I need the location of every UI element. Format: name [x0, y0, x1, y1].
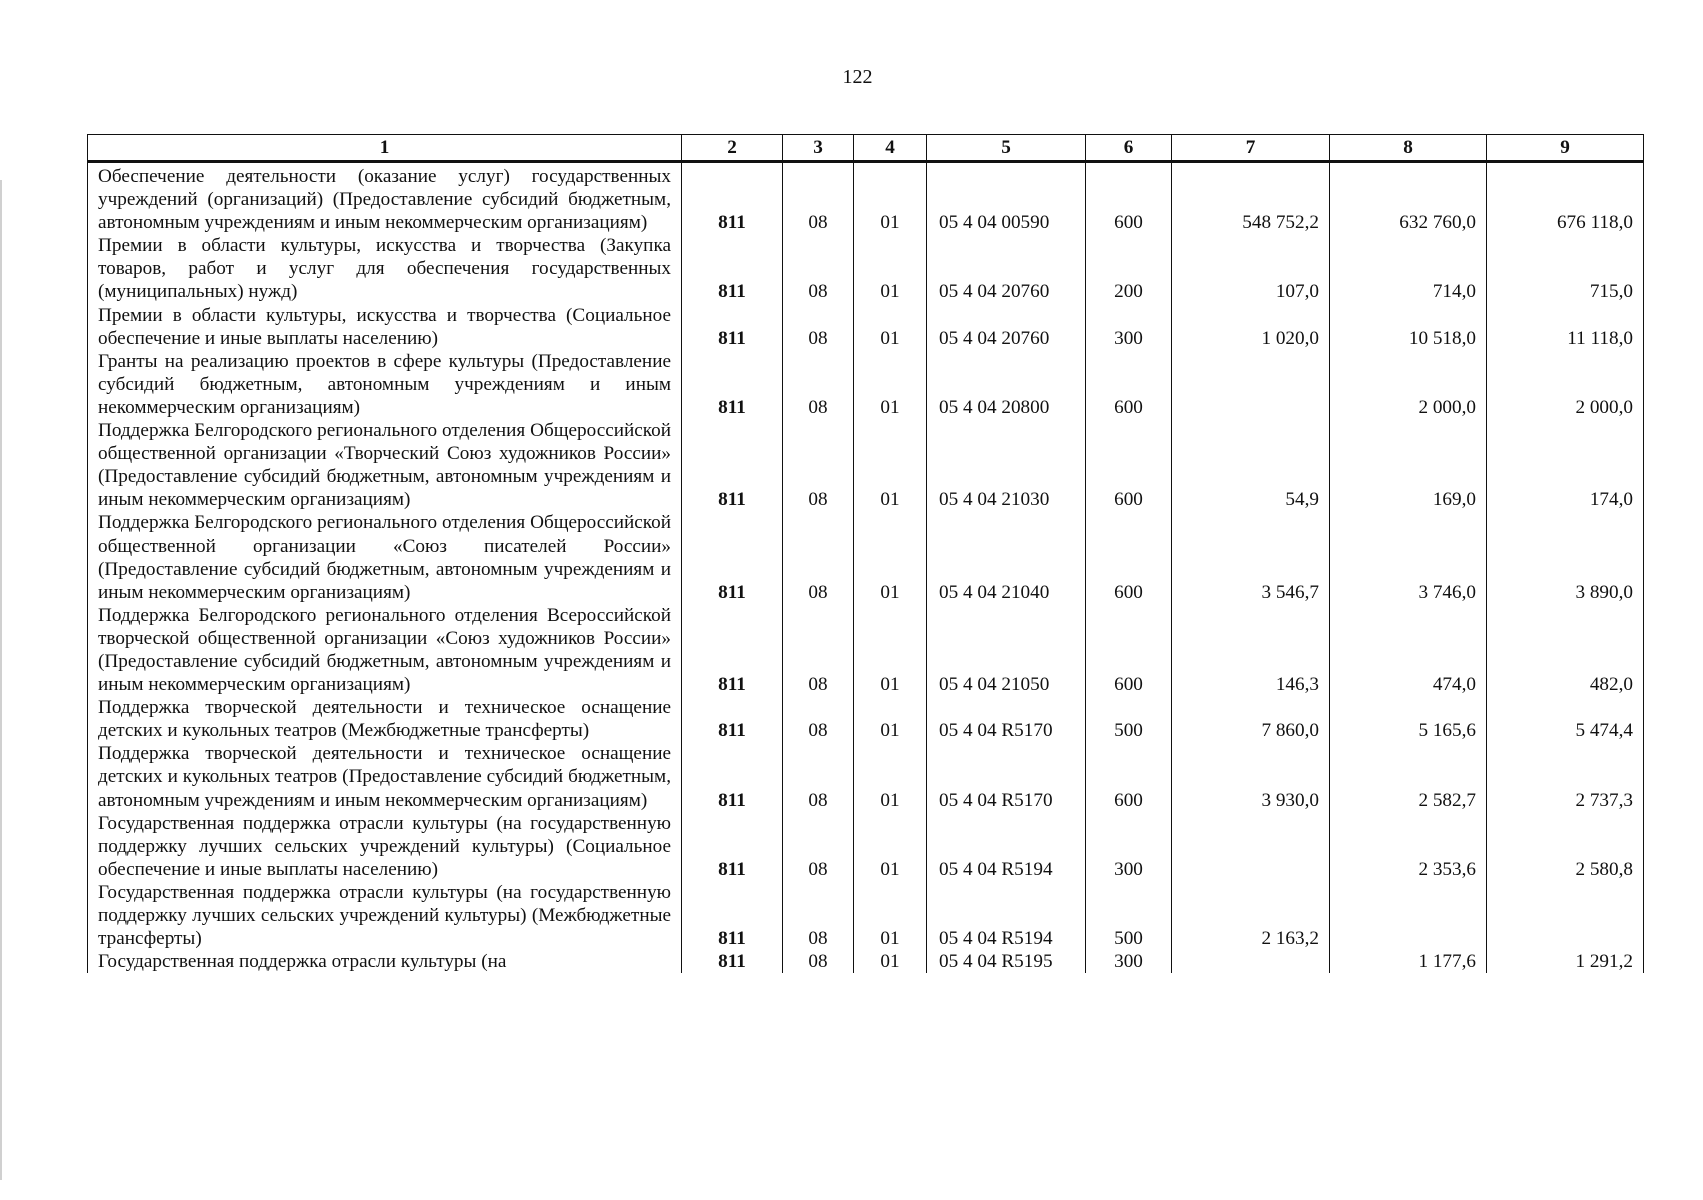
- row-subsection-cell: 01: [854, 419, 927, 511]
- row-amount-col8-cell: 2 582,7: [1330, 742, 1487, 811]
- row-amount-col8-cell: 2 353,6: [1330, 812, 1487, 881]
- row-amount-col7-cell: [1172, 812, 1330, 881]
- row-amount-col8-cell: 5 165,6: [1330, 696, 1487, 742]
- row-amount-col8-cell: 474,0: [1330, 604, 1487, 696]
- row-subsection-cell: 01: [854, 881, 927, 950]
- row-amount-col9-cell: 715,0: [1487, 234, 1644, 303]
- row-target-article-cell: 05 4 04 21040: [927, 511, 1086, 603]
- row-name-cell: Поддержка Белгородского регионального отделения Всероссийской творческой общественной организации «Союз художников России» (Предоставление субсидий бюджетным, автономным учреждениям и иным некоммерческим организациям): [88, 604, 682, 696]
- row-target-article-cell: 05 4 04 20760: [927, 304, 1086, 350]
- row-subsection-cell: 01: [854, 604, 927, 696]
- column-header: 3: [783, 135, 854, 162]
- row-section-cell: 08: [783, 304, 854, 350]
- row-target-article-cell: 05 4 04 R5170: [927, 696, 1086, 742]
- row-name-cell: Государственная поддержка отрасли культуры (на государственную поддержку лучших сельских учреждений культуры) (Межбюджетные трансферты): [88, 881, 682, 950]
- row-expense-type-cell: 600: [1086, 742, 1172, 811]
- row-name-cell: Поддержка Белгородского регионального отделения Общероссийской общественной организации «Союз писателей России» (Предоставление субсидий бюджетным, автономным учреждениям и иным некоммерческим организациям): [88, 511, 682, 603]
- row-grbs-cell: 811: [682, 950, 783, 973]
- row-expense-type-cell: 600: [1086, 350, 1172, 419]
- table-row: [88, 812, 1644, 881]
- row-section-cell: 08: [783, 742, 854, 811]
- row-target-article-cell: 05 4 04 R5194: [927, 881, 1086, 950]
- row-section-cell: 08: [783, 162, 854, 235]
- row-target-article-cell: 05 4 04 00590: [927, 162, 1086, 235]
- row-amount-col8-cell: 632 760,0: [1330, 162, 1487, 235]
- row-amount-col9-cell: 174,0: [1487, 419, 1644, 511]
- row-subsection-cell: 01: [854, 234, 927, 303]
- row-expense-type-cell: 600: [1086, 511, 1172, 603]
- row-name-cell: Государственная поддержка отрасли культуры (на государственную поддержку лучших сельских учреждений культуры) (Социальное обеспечение и иные выплаты населению): [88, 812, 682, 881]
- row-section-cell: 08: [783, 950, 854, 973]
- row-amount-col7-cell: 3 546,7: [1172, 511, 1330, 603]
- column-header: 2: [682, 135, 783, 162]
- sheet-edge: [0, 180, 2, 1180]
- budget-table: [87, 134, 1644, 973]
- page-number: 122: [842, 66, 873, 88]
- row-expense-type-cell: 300: [1086, 812, 1172, 881]
- row-amount-col8-cell: [1330, 881, 1487, 950]
- row-section-cell: 08: [783, 812, 854, 881]
- column-header: 7: [1172, 135, 1330, 162]
- row-amount-col7-cell: [1172, 350, 1330, 419]
- row-amount-col9-cell: [1487, 881, 1644, 950]
- row-section-cell: 08: [783, 234, 854, 303]
- row-grbs-cell: 811: [682, 742, 783, 811]
- row-section-cell: 08: [783, 350, 854, 419]
- row-subsection-cell: 01: [854, 950, 927, 973]
- row-expense-type-cell: 300: [1086, 304, 1172, 350]
- column-header: 5: [927, 135, 1086, 162]
- row-amount-col8-cell: 3 746,0: [1330, 511, 1487, 603]
- table-row: [88, 304, 1644, 350]
- row-amount-col7-cell: 107,0: [1172, 234, 1330, 303]
- row-name-cell: Поддержка творческой деятельности и техническое оснащение детских и кукольных театров (Предоставление субсидий бюджетным, автономным учреждениям и иным некоммерческим организациям): [88, 742, 682, 811]
- row-section-cell: 08: [783, 511, 854, 603]
- row-amount-col8-cell: 10 518,0: [1330, 304, 1487, 350]
- row-grbs-cell: 811: [682, 604, 783, 696]
- row-grbs-cell: 811: [682, 511, 783, 603]
- row-name-cell: Гранты на реализацию проектов в сфере культуры (Предоставление субсидий бюджетным, автономным учреждениям и иным некоммерческим организациям): [88, 350, 682, 419]
- row-amount-col7-cell: 2 163,2: [1172, 881, 1330, 950]
- row-amount-col9-cell: 2 737,3: [1487, 742, 1644, 811]
- row-amount-col8-cell: 169,0: [1330, 419, 1487, 511]
- table-row: [88, 604, 1644, 696]
- row-grbs-cell: 811: [682, 304, 783, 350]
- row-target-article-cell: 05 4 04 20800: [927, 350, 1086, 419]
- row-name-cell: Обеспечение деятельности (оказание услуг) государственных учреждений (организаций) (Предоставление субсидий бюджетным, автономным учреждениям и иным некоммерческим организациям): [88, 162, 682, 235]
- column-header: 8: [1330, 135, 1487, 162]
- row-amount-col7-cell: [1172, 950, 1330, 973]
- column-header: 1: [88, 135, 682, 162]
- row-subsection-cell: 01: [854, 511, 927, 603]
- row-grbs-cell: 811: [682, 812, 783, 881]
- row-name-cell: Поддержка творческой деятельности и техническое оснащение детских и кукольных театров (Межбюджетные трансферты): [88, 696, 682, 742]
- row-amount-col9-cell: 1 291,2: [1487, 950, 1644, 973]
- row-target-article-cell: 05 4 04 R5194: [927, 812, 1086, 881]
- table-row: [88, 162, 1644, 235]
- row-amount-col7-cell: 548 752,2: [1172, 162, 1330, 235]
- row-section-cell: 08: [783, 604, 854, 696]
- table-row: [88, 742, 1644, 811]
- table-row: [88, 950, 1644, 973]
- table-row: [88, 881, 1644, 950]
- row-grbs-cell: 811: [682, 696, 783, 742]
- table-row: [88, 419, 1644, 511]
- row-name-cell: Государственная поддержка отрасли культуры (на: [88, 950, 682, 973]
- row-amount-col9-cell: 2 580,8: [1487, 812, 1644, 881]
- row-amount-col7-cell: 3 930,0: [1172, 742, 1330, 811]
- column-header: 6: [1086, 135, 1172, 162]
- row-subsection-cell: 01: [854, 304, 927, 350]
- table-header-row: [88, 135, 1644, 162]
- row-subsection-cell: 01: [854, 696, 927, 742]
- row-grbs-cell: 811: [682, 419, 783, 511]
- row-amount-col8-cell: 1 177,6: [1330, 950, 1487, 973]
- row-expense-type-cell: 500: [1086, 881, 1172, 950]
- row-name-cell: Премии в области культуры, искусства и творчества (Закупка товаров, работ и услуг для обеспечения государственных (муниципальных) нужд): [88, 234, 682, 303]
- row-amount-col7-cell: 7 860,0: [1172, 696, 1330, 742]
- row-amount-col7-cell: 1 020,0: [1172, 304, 1330, 350]
- row-amount-col9-cell: 676 118,0: [1487, 162, 1644, 235]
- row-subsection-cell: 01: [854, 350, 927, 419]
- table-row: [88, 511, 1644, 603]
- row-amount-col8-cell: 714,0: [1330, 234, 1487, 303]
- row-grbs-cell: 811: [682, 881, 783, 950]
- row-amount-col9-cell: 3 890,0: [1487, 511, 1644, 603]
- row-target-article-cell: 05 4 04 R5195: [927, 950, 1086, 973]
- row-grbs-cell: 811: [682, 162, 783, 235]
- row-subsection-cell: 01: [854, 742, 927, 811]
- row-target-article-cell: 05 4 04 21050: [927, 604, 1086, 696]
- table-row: [88, 696, 1644, 742]
- row-subsection-cell: 01: [854, 162, 927, 235]
- row-amount-col9-cell: 482,0: [1487, 604, 1644, 696]
- row-expense-type-cell: 300: [1086, 950, 1172, 973]
- row-section-cell: 08: [783, 881, 854, 950]
- row-amount-col9-cell: 11 118,0: [1487, 304, 1644, 350]
- row-amount-col7-cell: 54,9: [1172, 419, 1330, 511]
- table-row: [88, 350, 1644, 419]
- row-expense-type-cell: 500: [1086, 696, 1172, 742]
- row-amount-col8-cell: 2 000,0: [1330, 350, 1487, 419]
- table-row: [88, 234, 1644, 303]
- row-name-cell: Поддержка Белгородского регионального отделения Общероссийской общественной организации «Творческий Союз художников России» (Предоставление субсидий бюджетным, автономным учреждениям и иным некоммерческим организациям): [88, 419, 682, 511]
- row-amount-col9-cell: 5 474,4: [1487, 696, 1644, 742]
- row-expense-type-cell: 200: [1086, 234, 1172, 303]
- table-body: [88, 162, 1644, 974]
- row-expense-type-cell: 600: [1086, 419, 1172, 511]
- row-section-cell: 08: [783, 696, 854, 742]
- row-grbs-cell: 811: [682, 350, 783, 419]
- row-target-article-cell: 05 4 04 R5170: [927, 742, 1086, 811]
- row-amount-col7-cell: 146,3: [1172, 604, 1330, 696]
- row-target-article-cell: 05 4 04 20760: [927, 234, 1086, 303]
- row-expense-type-cell: 600: [1086, 162, 1172, 235]
- row-target-article-cell: 05 4 04 21030: [927, 419, 1086, 511]
- row-expense-type-cell: 600: [1086, 604, 1172, 696]
- row-grbs-cell: 811: [682, 234, 783, 303]
- column-header: 4: [854, 135, 927, 162]
- row-subsection-cell: 01: [854, 812, 927, 881]
- column-header: 9: [1487, 135, 1644, 162]
- row-amount-col9-cell: 2 000,0: [1487, 350, 1644, 419]
- row-section-cell: 08: [783, 419, 854, 511]
- row-name-cell: Премии в области культуры, искусства и творчества (Социальное обеспечение и иные выплаты населению): [88, 304, 682, 350]
